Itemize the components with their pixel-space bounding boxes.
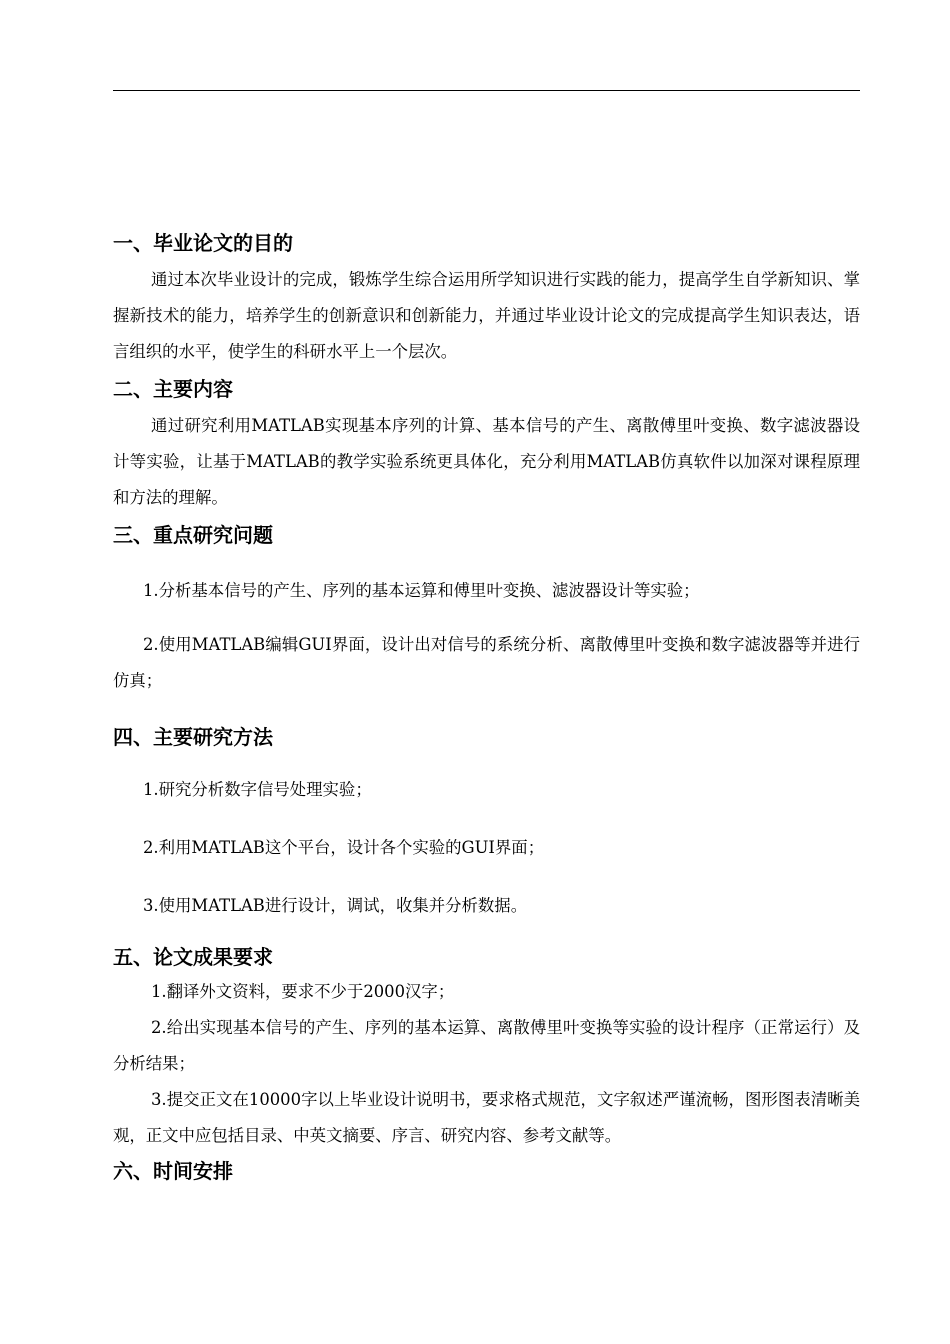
section-heading-main-content: 二、主要内容 [113,377,233,401]
result-item-3: 3.提交正文在10000字以上毕业设计说明书，要求格式规范，文字叙述严谨流畅，图形图表清晰美观，正文中应包括目录、中英文摘要、序言、研究内容、参考文献等。 [113,1090,860,1145]
result-item-1: 1.翻译外文资料，要求不少于2000汉字； [151,982,455,1001]
method-item-1: 1.研究分析数字信号处理实验； [143,780,372,799]
method-item-2: 2.利用MATLAB这个平台，设计各个实验的GUI界面； [143,838,545,857]
method-item-3: 3.使用MATLAB进行设计，调试，收集并分析数据。 [143,896,528,915]
key-problem-item-1: 1.分析基本信号的产生、序列的基本运算和傅里叶变换、滤波器设计等实验； [143,581,700,600]
section-heading-results: 五、论文成果要求 [113,945,273,969]
result-item-2: 2.给出实现基本信号的产生、序列的基本运算、离散傅里叶变换等实验的设计程序（正常运行）及分析结果； [113,1018,860,1073]
section-heading-methods: 四、主要研究方法 [113,725,273,749]
key-problem-item-2: 2.使用MATLAB编辑GUI界面，设计出对信号的系统分析、离散傅里叶变换和数字滤波器等并进行仿真； [113,635,860,690]
document-body [113,228,860,1186]
header-rule [113,90,860,91]
section-body-purpose: 通过本次毕业设计的完成，锻炼学生综合运用所学知识进行实践的能力，提高学生自学新知识、掌握新技术的能力，培养学生的创新意识和创新能力，并通过毕业设计论文的完成提高学生知识表达，语言组织的水平，使学生的科研水平上一个层次。 [113,270,860,361]
section-heading-schedule: 六、时间安排 [113,1159,233,1183]
section-heading-key-problems: 三、重点研究问题 [113,523,273,547]
section-body-main-content: 通过研究利用MATLAB实现基本序列的计算、基本信号的产生、离散傅里叶变换、数字滤波器设计等实验，让基于MATLAB的教学实验系统更具体化，充分利用MATLAB仿真软件以加深对课程原理和方法的理解。 [113,416,860,507]
section-heading-purpose: 一、毕业论文的目的 [113,231,293,255]
